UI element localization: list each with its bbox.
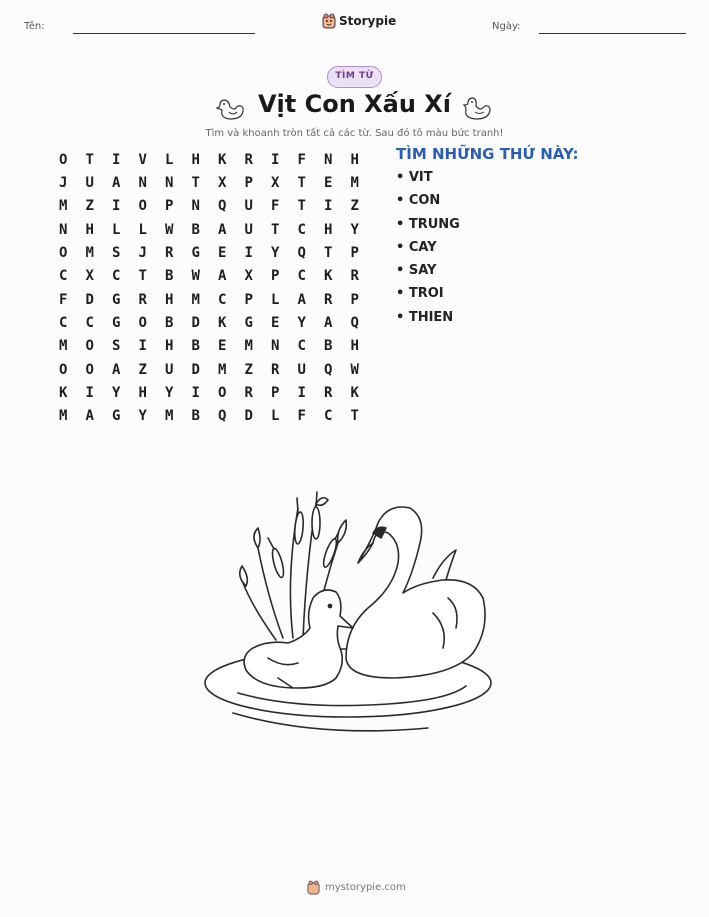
word-list-title: TÌM NHỮNG THỨ NÀY:	[396, 145, 579, 163]
grid-letter[interactable]: Y	[271, 245, 280, 262]
word-list-item: • CON	[396, 193, 441, 209]
grid-letter[interactable]: W	[350, 361, 359, 378]
grid-letter[interactable]: N	[59, 221, 68, 238]
grid-letter[interactable]: H	[165, 291, 174, 308]
grid-letter[interactable]: H	[138, 385, 147, 402]
grid-row	[50, 218, 368, 241]
grid-row	[50, 311, 368, 334]
grid-letter[interactable]: F	[297, 151, 306, 168]
grid-letter[interactable]: W	[191, 268, 200, 285]
grid-letter[interactable]: Y	[350, 221, 359, 238]
grid-letter[interactable]: A	[112, 361, 121, 378]
word-list-item: • CAY	[396, 239, 437, 255]
grid-letter[interactable]: M	[85, 245, 94, 262]
grid-letter[interactable]: C	[297, 338, 306, 355]
grid-letter[interactable]: M	[218, 361, 227, 378]
grid-letter[interactable]: T	[191, 175, 200, 192]
page-title: Vịt Con Xấu Xí	[257, 90, 452, 118]
brand-name: Storypie	[339, 14, 397, 28]
grid-letter[interactable]: Y	[297, 315, 306, 332]
grid-letter[interactable]: L	[271, 291, 280, 308]
grid-letter[interactable]: X	[271, 175, 280, 192]
grid-letter[interactable]: O	[85, 361, 94, 378]
storypie-footer-icon	[307, 880, 320, 895]
grid-row	[50, 265, 368, 288]
grid-row	[50, 405, 368, 428]
grid-row	[50, 358, 368, 381]
instructions: Tìm và khoanh tròn tất cả các từ. Sau đó tô màu bức tranh!	[205, 128, 504, 139]
grid-letter[interactable]: P	[350, 245, 359, 262]
grid-letter[interactable]: H	[350, 338, 359, 355]
grid-letter[interactable]: B	[165, 268, 174, 285]
storypie-logo	[322, 13, 396, 29]
grid-letter[interactable]: D	[191, 361, 200, 378]
grid-letter[interactable]: P	[271, 268, 280, 285]
grid-letter[interactable]: Z	[244, 361, 253, 378]
grid-letter[interactable]: E	[218, 245, 227, 262]
grid-letter[interactable]: N	[324, 151, 333, 168]
grid-letter[interactable]: H	[324, 221, 333, 238]
grid-letter[interactable]: W	[165, 221, 174, 238]
grid-letter[interactable]: T	[324, 245, 333, 262]
grid-letter[interactable]: B	[191, 221, 200, 238]
grid-letter[interactable]: A	[297, 291, 306, 308]
name-line[interactable]	[73, 33, 255, 34]
grid-letter[interactable]: E	[218, 338, 227, 355]
word-list	[396, 170, 460, 333]
grid-letter[interactable]: P	[244, 291, 253, 308]
grid-letter[interactable]: N	[165, 175, 174, 192]
grid-letter[interactable]: A	[112, 175, 121, 192]
grid-letter[interactable]: N	[191, 198, 200, 215]
word-search-grid[interactable]	[50, 148, 368, 428]
grid-letter[interactable]: N	[271, 338, 280, 355]
grid-letter[interactable]: O	[59, 361, 68, 378]
grid-letter[interactable]: M	[59, 408, 68, 425]
grid-row	[50, 381, 368, 404]
grid-letter[interactable]: R	[138, 291, 147, 308]
grid-letter[interactable]: B	[191, 338, 200, 355]
grid-letter[interactable]: G	[244, 315, 253, 332]
grid-letter[interactable]: D	[191, 315, 200, 332]
grid-letter[interactable]: F	[271, 198, 280, 215]
grid-row	[50, 241, 368, 264]
grid-letter[interactable]: R	[165, 245, 174, 262]
activity-badge: TÌM TỪ	[327, 66, 382, 88]
grid-letter[interactable]: L	[138, 221, 147, 238]
grid-letter[interactable]: O	[218, 385, 227, 402]
grid-row	[50, 288, 368, 311]
grid-letter[interactable]: N	[138, 175, 147, 192]
grid-letter[interactable]: R	[350, 268, 359, 285]
grid-letter[interactable]: B	[165, 315, 174, 332]
grid-letter[interactable]: U	[297, 361, 306, 378]
grid-letter[interactable]: R	[324, 291, 333, 308]
grid-letter[interactable]: T	[271, 221, 280, 238]
grid-letter[interactable]: X	[85, 268, 94, 285]
date-line[interactable]	[539, 33, 686, 34]
grid-letter[interactable]: U	[244, 221, 253, 238]
grid-letter[interactable]: M	[165, 408, 174, 425]
grid-letter[interactable]: L	[112, 221, 121, 238]
storypie-logo-icon	[322, 13, 336, 29]
grid-letter[interactable]: P	[244, 175, 253, 192]
name-label: Tên:	[24, 21, 45, 32]
grid-letter[interactable]: V	[138, 151, 147, 168]
grid-letter[interactable]: P	[350, 291, 359, 308]
grid-letter[interactable]: H	[350, 151, 359, 168]
grid-letter[interactable]: C	[85, 315, 94, 332]
grid-letter[interactable]: X	[244, 268, 253, 285]
footer-url[interactable]: mystorypie.com	[325, 882, 406, 893]
grid-letter[interactable]: H	[191, 151, 200, 168]
grid-letter[interactable]: A	[85, 408, 94, 425]
grid-letter[interactable]: C	[59, 315, 68, 332]
grid-letter[interactable]: Q	[324, 361, 333, 378]
grid-letter[interactable]: R	[244, 151, 253, 168]
grid-letter[interactable]: A	[218, 268, 227, 285]
grid-letter[interactable]: Z	[138, 361, 147, 378]
grid-letter[interactable]: C	[218, 291, 227, 308]
grid-letter[interactable]: S	[112, 338, 121, 355]
grid-letter[interactable]: C	[297, 268, 306, 285]
grid-letter[interactable]: T	[297, 198, 306, 215]
grid-letter[interactable]: A	[324, 315, 333, 332]
grid-letter[interactable]: Z	[85, 198, 94, 215]
duckling-right-icon	[461, 90, 493, 122]
grid-letter[interactable]: O	[85, 338, 94, 355]
grid-letter[interactable]: I	[271, 151, 280, 168]
grid-letter[interactable]: A	[218, 221, 227, 238]
grid-letter[interactable]: R	[271, 361, 280, 378]
grid-row	[50, 171, 368, 194]
grid-letter[interactable]: G	[112, 315, 121, 332]
grid-letter[interactable]: G	[112, 291, 121, 308]
grid-letter[interactable]: Q	[218, 198, 227, 215]
grid-letter[interactable]: D	[85, 291, 94, 308]
grid-letter[interactable]: D	[244, 408, 253, 425]
grid-letter[interactable]: F	[59, 291, 68, 308]
grid-letter[interactable]: K	[59, 385, 68, 402]
grid-row	[50, 148, 368, 171]
grid-letter[interactable]: I	[191, 385, 200, 402]
grid-letter[interactable]: I	[112, 198, 121, 215]
grid-letter[interactable]: L	[165, 151, 174, 168]
grid-letter[interactable]: H	[85, 221, 94, 238]
grid-letter[interactable]: C	[59, 268, 68, 285]
date-label: Ngày:	[492, 21, 521, 32]
grid-letter[interactable]: U	[85, 175, 94, 192]
grid-letter[interactable]: P	[271, 385, 280, 402]
grid-letter[interactable]: Y	[165, 385, 174, 402]
grid-letter[interactable]: M	[244, 338, 253, 355]
grid-letter[interactable]: E	[324, 175, 333, 192]
grid-letter[interactable]: J	[59, 175, 68, 192]
grid-letter[interactable]: B	[191, 408, 200, 425]
grid-letter[interactable]: C	[324, 408, 333, 425]
grid-letter[interactable]: Z	[350, 198, 359, 215]
grid-letter[interactable]: O	[138, 198, 147, 215]
grid-letter[interactable]: Q	[218, 408, 227, 425]
grid-letter[interactable]: B	[324, 338, 333, 355]
grid-letter[interactable]: H	[165, 338, 174, 355]
grid-letter[interactable]: S	[112, 245, 121, 262]
grid-letter[interactable]: M	[59, 198, 68, 215]
grid-row	[50, 335, 368, 358]
word-list-item: • VIT	[396, 170, 433, 185]
grid-letter[interactable]: Y	[112, 385, 121, 402]
grid-letter[interactable]: I	[324, 198, 333, 215]
grid-letter[interactable]: K	[324, 268, 333, 285]
grid-letter[interactable]: O	[59, 151, 68, 168]
grid-letter[interactable]: I	[138, 338, 147, 355]
grid-letter[interactable]: M	[59, 338, 68, 355]
grid-letter[interactable]: X	[218, 175, 227, 192]
grid-letter[interactable]: C	[112, 268, 121, 285]
grid-letter[interactable]: E	[271, 315, 280, 332]
grid-letter[interactable]: R	[324, 385, 333, 402]
grid-letter[interactable]: L	[271, 408, 280, 425]
word-list-item: • THIEN	[396, 309, 454, 325]
grid-row	[50, 195, 368, 218]
grid-letter[interactable]: G	[191, 245, 200, 262]
word-list-item: • TROI	[396, 286, 444, 302]
grid-letter[interactable]: G	[112, 408, 121, 425]
swan-and-duckling-illustration	[198, 488, 508, 740]
grid-letter[interactable]: I	[85, 385, 94, 402]
grid-letter[interactable]: Q	[350, 315, 359, 332]
footer	[307, 880, 406, 895]
grid-letter[interactable]: P	[165, 198, 174, 215]
grid-letter[interactable]: K	[350, 385, 359, 402]
grid-letter[interactable]: Q	[297, 245, 306, 262]
word-list-item: • TRUNG	[396, 216, 460, 232]
word-list-item: • SAY	[396, 263, 437, 279]
grid-letter[interactable]: F	[297, 408, 306, 425]
grid-letter[interactable]: K	[218, 151, 227, 168]
grid-letter[interactable]: K	[218, 315, 227, 332]
grid-letter[interactable]: I	[297, 385, 306, 402]
grid-letter[interactable]: M	[350, 175, 359, 192]
grid-letter[interactable]: O	[59, 245, 68, 262]
grid-letter[interactable]: T	[350, 408, 359, 425]
grid-letter[interactable]: J	[138, 245, 147, 262]
grid-letter[interactable]: U	[244, 198, 253, 215]
grid-letter[interactable]: T	[297, 175, 306, 192]
grid-letter[interactable]: C	[297, 221, 306, 238]
grid-letter[interactable]: Y	[138, 408, 147, 425]
grid-letter[interactable]: T	[85, 151, 94, 168]
grid-letter[interactable]: I	[244, 245, 253, 262]
grid-letter[interactable]: I	[112, 151, 121, 168]
grid-letter[interactable]: O	[138, 315, 147, 332]
grid-letter[interactable]: R	[244, 385, 253, 402]
grid-letter[interactable]: M	[191, 291, 200, 308]
grid-letter[interactable]: U	[165, 361, 174, 378]
grid-letter[interactable]: T	[138, 268, 147, 285]
